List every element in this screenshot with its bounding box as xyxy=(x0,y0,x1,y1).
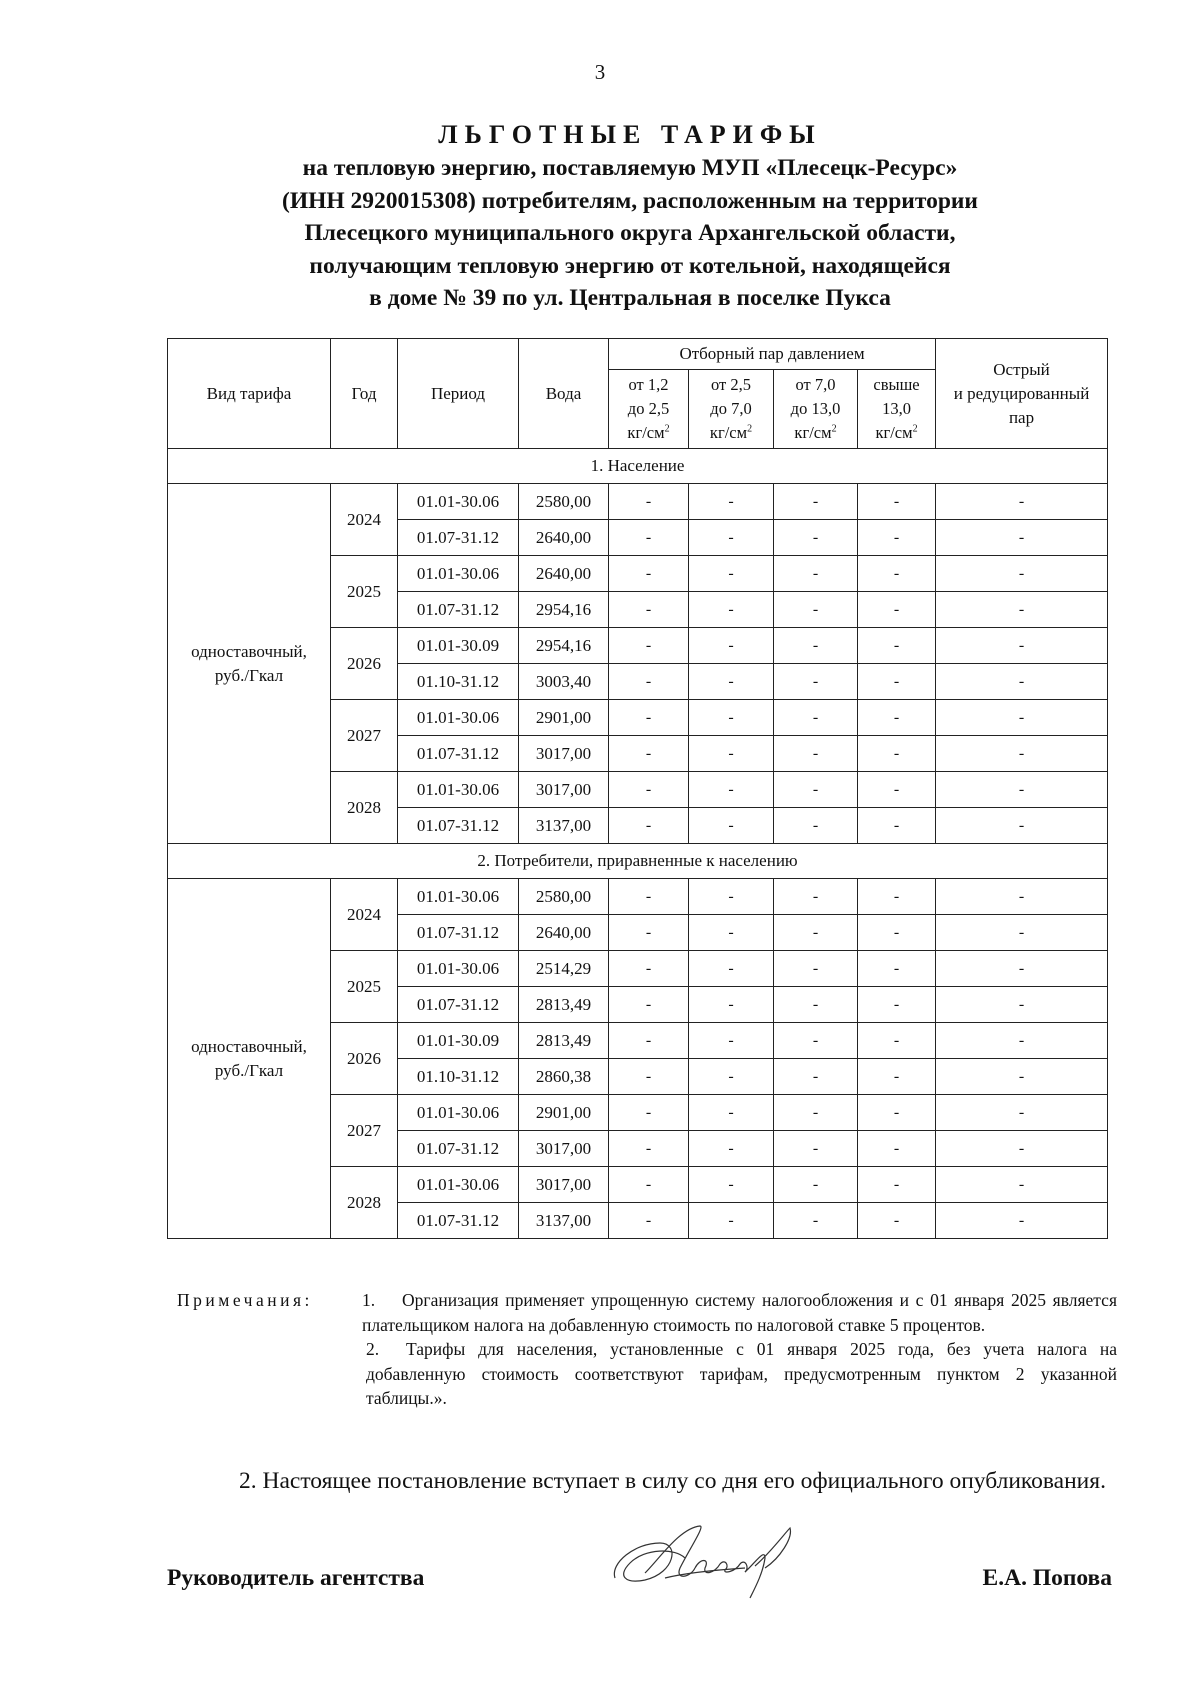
sharp-steam-cell: - xyxy=(936,879,1108,915)
water-tariff-cell: 2580,00 xyxy=(519,484,609,520)
sharp-steam-cell: - xyxy=(936,736,1108,772)
steam-4-cell: - xyxy=(858,628,936,664)
steam-3-cell: - xyxy=(774,951,858,987)
steam-2-cell: - xyxy=(689,879,774,915)
water-tariff-cell: 2514,29 xyxy=(519,951,609,987)
steam-4-cell: - xyxy=(858,987,936,1023)
title-line: на тепловую энергию, поставляемую МУП «Плесецк-Ресурс» xyxy=(302,155,958,181)
sharp-steam-cell: - xyxy=(936,1167,1108,1203)
header-tariff-type: Вид тарифа xyxy=(168,339,331,449)
steam-2-cell: - xyxy=(689,1059,774,1095)
sharp-steam-cell: - xyxy=(936,1131,1108,1167)
period-cell: 01.10-31.12 xyxy=(398,1059,519,1095)
water-tariff-cell: 2640,00 xyxy=(519,556,609,592)
steam-1-cell: - xyxy=(609,1023,689,1059)
tariff-table xyxy=(167,338,1108,1239)
steam-2-cell: - xyxy=(689,556,774,592)
steam-range-from: от 7,0 xyxy=(795,375,836,394)
header-water: Вода xyxy=(519,339,609,449)
title-line: получающим тепловую энергию от котельной, находящейся xyxy=(309,252,951,279)
steam-1-cell: - xyxy=(609,520,689,556)
steam-4-cell: - xyxy=(858,1167,936,1203)
notes-label: Примечания: xyxy=(177,1290,313,1310)
steam-4-cell: - xyxy=(858,772,936,808)
header-sharp-steam-line: и редуцированный xyxy=(953,383,1090,403)
section-title: 1. Население xyxy=(168,449,1108,484)
document-title xyxy=(150,118,1110,315)
header-steam-1 xyxy=(609,370,689,449)
steam-2-cell: - xyxy=(689,628,774,664)
steam-1-cell: - xyxy=(609,484,689,520)
water-tariff-cell: 3017,00 xyxy=(519,772,609,808)
steam-2-cell: - xyxy=(689,915,774,951)
sharp-steam-cell: - xyxy=(936,520,1108,556)
tariff-type-cell xyxy=(168,484,331,844)
steam-4-cell: - xyxy=(858,520,936,556)
sharp-steam-cell: - xyxy=(936,772,1108,808)
period-cell: 01.07-31.12 xyxy=(398,987,519,1023)
steam-3-cell: - xyxy=(774,808,858,844)
period-cell: 01.07-31.12 xyxy=(398,915,519,951)
steam-3-cell: - xyxy=(774,987,858,1023)
table-row xyxy=(168,879,1108,915)
steam-2-cell: - xyxy=(689,1203,774,1239)
period-cell: 01.01-30.09 xyxy=(398,1023,519,1059)
steam-unit: $кг/см^2$ xyxy=(794,423,837,442)
note-item: 1. Организация применяет упрощенную систему налогообложения и с 01 января 2025 является плательщиком налога на добавленную стоимость по налоговой ставке 5 процентов. xyxy=(362,1290,1117,1335)
steam-4-cell: - xyxy=(858,700,936,736)
water-tariff-cell: 2954,16 xyxy=(519,592,609,628)
steam-1-cell: - xyxy=(609,879,689,915)
steam-range-to: до 2,5 xyxy=(627,399,670,418)
sharp-steam-cell: - xyxy=(936,1023,1108,1059)
period-cell: 01.01-30.06 xyxy=(398,484,519,520)
sharp-steam-cell: - xyxy=(936,951,1108,987)
steam-4-cell: - xyxy=(858,556,936,592)
steam-1-cell: - xyxy=(609,700,689,736)
steam-2-cell: - xyxy=(689,592,774,628)
steam-2-cell: - xyxy=(689,484,774,520)
steam-1-cell: - xyxy=(609,1059,689,1095)
water-tariff-cell: 2640,00 xyxy=(519,915,609,951)
period-cell: 01.10-31.12 xyxy=(398,664,519,700)
year-cell: 2027 xyxy=(331,700,398,772)
steam-3-cell: - xyxy=(774,915,858,951)
steam-4-cell: - xyxy=(858,915,936,951)
steam-4-cell: - xyxy=(858,1059,936,1095)
steam-3-cell: - xyxy=(774,484,858,520)
water-tariff-cell: 2640,00 xyxy=(519,520,609,556)
sharp-steam-cell: - xyxy=(936,592,1108,628)
sharp-steam-cell: - xyxy=(936,484,1108,520)
steam-2-cell: - xyxy=(689,772,774,808)
sharp-steam-cell: - xyxy=(936,664,1108,700)
period-cell: 01.01-30.06 xyxy=(398,1167,519,1203)
water-tariff-cell: 2954,16 xyxy=(519,628,609,664)
header-steam-4 xyxy=(858,370,936,449)
year-cell: 2027 xyxy=(331,1095,398,1167)
year-cell: 2028 xyxy=(331,772,398,844)
signatory-role: Руководитель агентства xyxy=(167,1565,425,1591)
period-cell: 01.01-30.06 xyxy=(398,1095,519,1131)
steam-1-cell: - xyxy=(609,664,689,700)
steam-2-cell: - xyxy=(689,736,774,772)
period-cell: 01.07-31.12 xyxy=(398,736,519,772)
steam-1-cell: - xyxy=(609,1167,689,1203)
section-row xyxy=(168,449,1108,484)
header-selected-steam: Отборный пар давлением xyxy=(609,339,936,370)
steam-unit: $кг/см^2$ xyxy=(875,423,918,442)
year-cell: 2024 xyxy=(331,484,398,556)
steam-3-cell: - xyxy=(774,1131,858,1167)
steam-2-cell: - xyxy=(689,1167,774,1203)
water-tariff-cell: 3003,40 xyxy=(519,664,609,700)
water-tariff-cell: 2860,38 xyxy=(519,1059,609,1095)
tariff-type-unit: руб./Гкал xyxy=(214,665,284,685)
effective-date-clause: 2. Настоящее постановление вступает в силу со дня его официального опубликования. xyxy=(239,1468,1106,1494)
page-number: 3 xyxy=(594,60,606,84)
period-cell: 01.07-31.12 xyxy=(398,1131,519,1167)
table-row xyxy=(168,484,1108,520)
steam-4-cell: - xyxy=(858,592,936,628)
period-cell: 01.07-31.12 xyxy=(398,808,519,844)
steam-range-to: 13,0 xyxy=(882,399,911,418)
steam-3-cell: - xyxy=(774,1059,858,1095)
header-steam-2 xyxy=(689,370,774,449)
water-tariff-cell: 2901,00 xyxy=(519,700,609,736)
steam-1-cell: - xyxy=(609,772,689,808)
header-year: Год xyxy=(331,339,398,449)
steam-3-cell: - xyxy=(774,736,858,772)
steam-4-cell: - xyxy=(858,951,936,987)
steam-1-cell: - xyxy=(609,987,689,1023)
header-steam-3 xyxy=(774,370,858,449)
steam-1-cell: - xyxy=(609,1203,689,1239)
steam-1-cell: - xyxy=(609,1131,689,1167)
tariff-type-line: одноставочный, xyxy=(191,1036,307,1056)
steam-2-cell: - xyxy=(689,700,774,736)
steam-1-cell: - xyxy=(609,808,689,844)
steam-1-cell: - xyxy=(609,736,689,772)
steam-4-cell: - xyxy=(858,484,936,520)
steam-2-cell: - xyxy=(689,1023,774,1059)
steam-4-cell: - xyxy=(858,1095,936,1131)
steam-4-cell: - xyxy=(858,1203,936,1239)
steam-1-cell: - xyxy=(609,592,689,628)
steam-2-cell: - xyxy=(689,1131,774,1167)
year-cell: 2026 xyxy=(331,628,398,700)
notes-body xyxy=(362,1288,1117,1411)
steam-range-to: до 13,0 xyxy=(790,399,841,418)
header-period: Период xyxy=(398,339,519,449)
steam-3-cell: - xyxy=(774,1167,858,1203)
section-title: 2. Потребители, приравненные к населению xyxy=(168,844,1108,879)
section-row xyxy=(168,844,1108,879)
water-tariff-cell: 3017,00 xyxy=(519,736,609,772)
sharp-steam-cell: - xyxy=(936,1203,1108,1239)
period-cell: 01.07-31.12 xyxy=(398,1203,519,1239)
steam-3-cell: - xyxy=(774,520,858,556)
sharp-steam-cell: - xyxy=(936,1059,1108,1095)
steam-3-cell: - xyxy=(774,664,858,700)
steam-3-cell: - xyxy=(774,772,858,808)
steam-4-cell: - xyxy=(858,1131,936,1167)
steam-3-cell: - xyxy=(774,556,858,592)
sharp-steam-cell: - xyxy=(936,628,1108,664)
sharp-steam-cell: - xyxy=(936,808,1108,844)
water-tariff-cell: 2580,00 xyxy=(519,879,609,915)
header-sharp-steam-line: пар xyxy=(1008,407,1035,427)
steam-3-cell: - xyxy=(774,628,858,664)
year-cell: 2026 xyxy=(331,1023,398,1095)
water-tariff-cell: 2813,49 xyxy=(519,1023,609,1059)
sharp-steam-cell: - xyxy=(936,915,1108,951)
steam-1-cell: - xyxy=(609,1095,689,1131)
signatory-name: Е.А. Попова xyxy=(982,1565,1112,1591)
period-cell: 01.01-30.06 xyxy=(398,879,519,915)
note-item: 2. Тарифы для населения, установленные с 01 января 2025 года, без учета налога на добавленную стоимость соответствуют тарифам, предусмотренным пунктом 2 указанной таблицы.». xyxy=(366,1339,1117,1408)
period-cell: 01.07-31.12 xyxy=(398,592,519,628)
year-cell: 2024 xyxy=(331,879,398,951)
tariff-type-cell xyxy=(168,879,331,1239)
period-cell: 01.07-31.12 xyxy=(398,520,519,556)
water-tariff-cell: 3017,00 xyxy=(519,1167,609,1203)
steam-4-cell: - xyxy=(858,664,936,700)
steam-2-cell: - xyxy=(689,987,774,1023)
sharp-steam-cell: - xyxy=(936,987,1108,1023)
steam-3-cell: - xyxy=(774,700,858,736)
water-tariff-cell: 3137,00 xyxy=(519,808,609,844)
title-heading: ЛЬГОТНЫЕ ТАРИФЫ xyxy=(438,120,822,149)
steam-4-cell: - xyxy=(858,736,936,772)
steam-3-cell: - xyxy=(774,1023,858,1059)
steam-1-cell: - xyxy=(609,556,689,592)
steam-range-from: свыше xyxy=(873,375,920,394)
sharp-steam-cell: - xyxy=(936,556,1108,592)
steam-2-cell: - xyxy=(689,520,774,556)
year-cell: 2028 xyxy=(331,1167,398,1239)
tariff-type-unit: руб./Гкал xyxy=(214,1060,284,1080)
period-cell: 01.01-30.06 xyxy=(398,951,519,987)
handwritten-signature-icon xyxy=(605,1518,805,1608)
year-cell: 2025 xyxy=(331,556,398,628)
steam-4-cell: - xyxy=(858,808,936,844)
steam-2-cell: - xyxy=(689,951,774,987)
steam-1-cell: - xyxy=(609,628,689,664)
water-tariff-cell: 3137,00 xyxy=(519,1203,609,1239)
steam-2-cell: - xyxy=(689,1095,774,1131)
water-tariff-cell: 3017,00 xyxy=(519,1131,609,1167)
steam-2-cell: - xyxy=(689,808,774,844)
title-line: (ИНН 2920015308) потребителям, расположенным на территории xyxy=(282,187,978,214)
period-cell: 01.01-30.06 xyxy=(398,556,519,592)
header-sharp-steam xyxy=(936,339,1108,449)
steam-1-cell: - xyxy=(609,915,689,951)
title-line: в доме № 39 по ул. Центральная в поселке Пукса xyxy=(369,285,891,311)
period-cell: 01.01-30.06 xyxy=(398,700,519,736)
steam-2-cell: - xyxy=(689,664,774,700)
water-tariff-cell: 2901,00 xyxy=(519,1095,609,1131)
steam-range-to: до 7,0 xyxy=(710,399,752,418)
steam-3-cell: - xyxy=(774,1203,858,1239)
tariff-type-line: одноставочный, xyxy=(191,641,307,661)
steam-4-cell: - xyxy=(858,879,936,915)
period-cell: 01.01-30.06 xyxy=(398,772,519,808)
steam-3-cell: - xyxy=(774,592,858,628)
steam-4-cell: - xyxy=(858,1023,936,1059)
steam-unit: $кг/см^2$ xyxy=(709,423,753,442)
steam-3-cell: - xyxy=(774,879,858,915)
header-sharp-steam-line: Острый xyxy=(993,359,1050,379)
year-cell: 2025 xyxy=(331,951,398,1023)
steam-1-cell: - xyxy=(609,951,689,987)
period-cell: 01.01-30.09 xyxy=(398,628,519,664)
steam-unit: $кг/см^2$ xyxy=(627,423,670,442)
water-tariff-cell: 2813,49 xyxy=(519,987,609,1023)
sharp-steam-cell: - xyxy=(936,1095,1108,1131)
steam-range-from: от 1,2 xyxy=(628,375,669,394)
title-line: Плесецкого муниципального округа Архангельской области, xyxy=(304,220,956,246)
steam-3-cell: - xyxy=(774,1095,858,1131)
steam-range-from: от 2,5 xyxy=(711,375,751,394)
sharp-steam-cell: - xyxy=(936,700,1108,736)
